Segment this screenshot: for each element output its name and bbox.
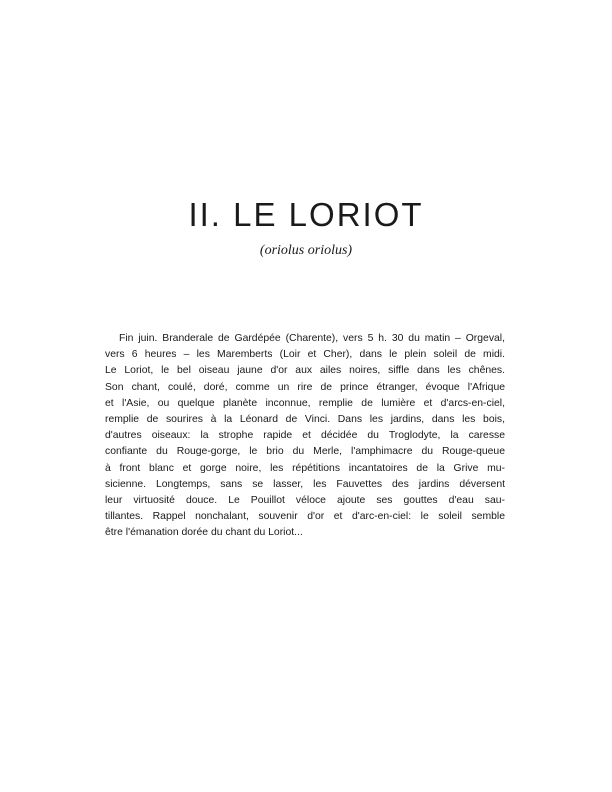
paragraph-line: à front blanc et gorge noire, les répétitions incantatoires de la Grive mu-: [105, 462, 505, 474]
paragraph-line: sicienne. Longtemps, sans se lasser, les Fauvettes des jardins déversent: [105, 478, 505, 490]
paragraph-line: leur virtuosité douce. Le Pouillot véloce ajoute ses gouttes d'eau sau-: [105, 494, 505, 506]
paragraph-line: et l'Asie, ou quelque planète inconnue, remplie de lumière et d'arcs-en-ciel,: [105, 397, 505, 409]
paragraph-line: Le Loriot, le bel oiseau jaune d'or aux ailes noires, siffle dans les chênes.: [105, 365, 505, 377]
chapter-title: II. LE LORIOT: [188, 196, 424, 233]
paragraph-line: remplie de sourires à la Léonard de Vinci. Dans les jardins, dans les bois,: [105, 413, 505, 425]
paragraph-line: tillantes. Rappel nonchalant, souvenir d'or et d'arc-en-ciel: le soleil semble: [105, 511, 505, 523]
paragraph-line: Fin juin. Branderale de Gardépée (Charente), vers 5 h. 30 du matin – Orgeval,: [119, 333, 505, 344]
paragraph-line: confiante du Rouge-gorge, le brio du Merle, l'amphimacre du Rouge-queue: [105, 446, 505, 458]
body-paragraph: [105, 331, 505, 541]
paragraph-line: Son chant, coulé, doré, comme un rire de prince étranger, évoque l'Afrique: [105, 381, 505, 393]
paragraph-line: vers 6 heures – les Maremberts (Loir et Cher), dans le plein soleil de midi.: [105, 349, 505, 361]
paragraph-line: être l'émanation dorée du chant du Loriot...: [105, 527, 303, 539]
species-subtitle: (oriolus oriolus): [259, 243, 353, 258]
paragraph-line: d'autres oiseaux: la strophe rapide et décidée du Troglodyte, la caresse: [105, 430, 505, 442]
